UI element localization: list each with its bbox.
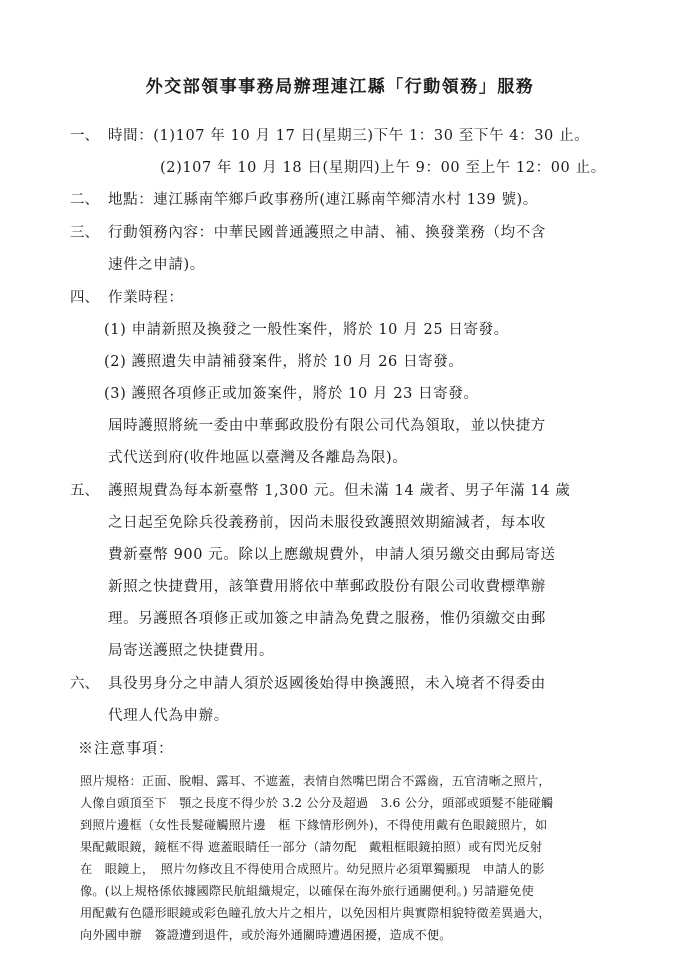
document-title: 外交部領事事務局辦理連江縣「行動領務」服務: [145, 77, 535, 97]
section-4-item-2: (2) 護照遺失申請補發案件，將於 10 月 26 日寄發。: [104, 354, 464, 370]
section-5-line-2: 之日起至免除兵役義務前，因尚未服役致護照效期縮減者，每本收: [108, 515, 546, 531]
section-3-line-2: 速件之申請)。: [108, 257, 205, 273]
note-line: 用配戴有色隱形眼鏡或彩色瞳孔放大片之相片，以免因相片與實際相貌特徵差異過大，: [80, 906, 551, 920]
section-4-note-2: 式代送到府(收件地區以臺灣及各離島為限)。: [108, 450, 408, 466]
section-5-line-3: 費新臺幣 900 元。除以上應繳規費外，申請人須另繳交由郵局寄送: [108, 547, 556, 563]
note-line: 到照片邊框（女性長髮碰觸照片邊 框 下緣情形例外)，不得使用戴有色眼鏡照片，如: [80, 818, 548, 832]
section-5-line-4: 新照之快捷費用，該筆費用將依中華郵政股份有限公司收費標準辦: [108, 579, 546, 595]
section-5-number: 五、: [70, 483, 99, 499]
section-4-item-3: (3) 護照各項修正或加簽案件，將於 10 月 23 日寄發。: [104, 386, 479, 402]
section-6-number: 六、: [70, 676, 99, 692]
note-line: 在 眼鏡上， 照片勿修改且不得使用合成照片。幼兒照片必須單獨顯現 申請人的影: [80, 862, 545, 876]
section-5-line-5: 理。另護照各項修正或加簽之申請為免費之服務，惟仍須繳交由郵: [108, 611, 546, 627]
note-line: 人像自頭頂至下 顎之長度不得少於 3.2 公分及超過 3.6 公分，頭部或頭髮不能碰觸: [80, 796, 554, 810]
section-2-number: 二、: [70, 192, 99, 208]
note-line: 果配戴眼鏡，鏡框不得 遮蓋眼睛任一部分（請勿配 戴粗框眼鏡拍照）或有閃光反射: [80, 840, 543, 854]
section-4-item-1: (1) 申請新照及換發之一般性案件，將於 10 月 25 日寄發。: [104, 322, 509, 338]
notes-heading: ※注意事項：: [78, 739, 175, 757]
note-line: 照片規格：正面、脫帽、露耳、不遮蓋，表情自然嘴巴閉合不露齒，五官清晰之照片，: [80, 774, 551, 788]
section-4-line-1: 作業時程：: [108, 290, 184, 306]
section-5-line-6: 局寄送護照之快捷費用。: [108, 643, 275, 659]
section-3-number: 三、: [70, 225, 99, 241]
note-line: 像。(以上規格係依據國際民航組織規定，以確保在海外旅行通關便利。) 另請避免使: [80, 884, 534, 898]
section-6-line-2: 代理人代為申辦。: [108, 708, 229, 724]
section-2-line-1: 地點：連江縣南竿鄉戶政事務所(連江縣南竿鄉清水村 139 號)。: [108, 192, 538, 208]
section-4-number: 四、: [70, 290, 99, 306]
section-3-line-1: 行動領務內容：中華民國普通護照之申請、補、換發業務（均不含: [108, 225, 546, 241]
section-4-note-1: 屆時護照將統一委由中華郵政股份有限公司代為領取，並以快捷方: [108, 418, 546, 434]
section-6-line-1: 具役男身分之申請人須於返國後始得申換護照，未入境者不得委由: [108, 676, 546, 692]
section-5-line-1: 護照規費為每本新臺幣 1,300 元。但未滿 14 歲者、男子年滿 14 歲: [108, 483, 571, 499]
section-1-number: 一、: [70, 128, 99, 144]
section-1-line-1: 時間：(1)107 年 10 月 17 日(星期三)下午 1：30 至下午 4：30 止。: [108, 128, 590, 144]
note-line: 向外國申辦 簽證遭到退件，或於海外通關時遭遇困擾，造成不便。: [80, 928, 452, 942]
section-1-line-2: (2)107 年 10 月 18 日(星期四)上午 9：00 至上午 12：00 止。: [160, 160, 606, 176]
